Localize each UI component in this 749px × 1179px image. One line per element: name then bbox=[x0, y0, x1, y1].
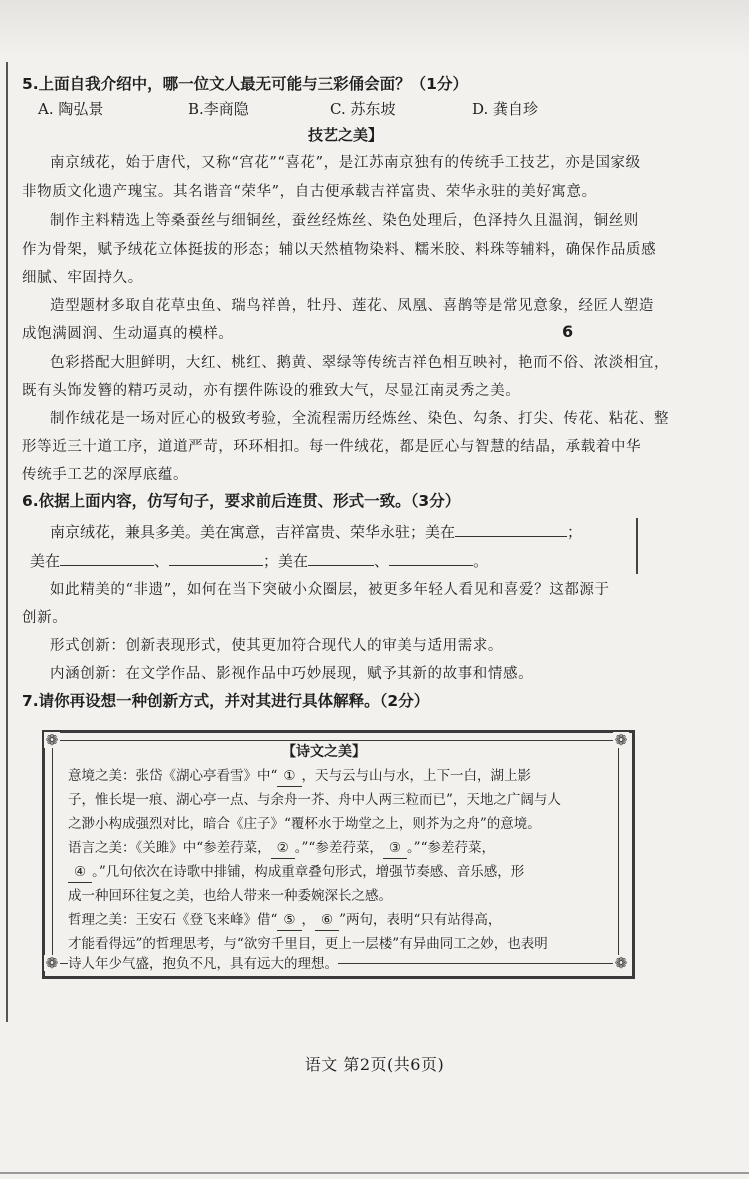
answer-blank-3[interactable] bbox=[169, 551, 263, 566]
poem-text: 意境之美：张岱《湖心亭看雪》中“ bbox=[68, 768, 278, 784]
question-5: 5.上面自我介绍中，哪一位文人最无可能与三彩俑会面？（1分） bbox=[22, 75, 468, 93]
blank-3[interactable]: ③ bbox=[383, 838, 407, 859]
q6-after-l2: 创新。 bbox=[22, 610, 68, 626]
option-d: D. 龚自珍 bbox=[472, 100, 539, 118]
form-innovation: 形式创新：创新表现形式，使其更加符合现代人的审美与适用需求。 bbox=[50, 638, 503, 654]
question-6: 6.依据上面内容，仿写句子，要求前后连贯、形式一致。（3分） bbox=[22, 492, 461, 510]
skill-p5-l1: 制作绒花是一场对匠心的极致考验，全流程需历经炼丝、染色、勾条、打尖、传花、粘花、整 bbox=[50, 411, 670, 427]
q6-prompt-text: 南京绒花，兼具多美。美在寓意，吉祥富贵、荣华永驻；美在 bbox=[50, 523, 456, 541]
skill-p5-l3: 传统手工艺的深厚底蕴。 bbox=[22, 467, 189, 483]
page-footer: 语文 第2页(共6页) bbox=[304, 1055, 445, 1074]
skill-p5-l2: 形等近三十道工序，道道严苛，环环相扣。每一件绒花，都是匠心与智慧的结晶，承载着中华 bbox=[22, 439, 642, 455]
q6-mei-zai-1: 美在 bbox=[30, 552, 61, 570]
skill-p3-l2: 成饱满圆润、生动逼真的模样。 bbox=[22, 326, 234, 342]
blank-6[interactable]: ⑥ bbox=[315, 910, 339, 931]
skill-p1-l2: 非物质文化遗产瑰宝。其名谐音“荣华”，自古便承载吉祥富贵、荣华永驻的美好寓意。 bbox=[22, 184, 597, 200]
corner-ornament-icon: ❁ bbox=[614, 731, 628, 749]
q6-mei-zai-2: ；美在 bbox=[263, 552, 309, 570]
option-a: A. 陶弘景 bbox=[38, 100, 104, 118]
poem-text: 语言之美：《关雎》中“参差荇菜， bbox=[68, 840, 271, 856]
section-title-skill: 技艺之美】 bbox=[308, 126, 384, 144]
scan-shadow bbox=[0, 0, 749, 58]
corner-ornament-icon: ❁ bbox=[614, 954, 628, 972]
option-b: B.李商隐 bbox=[188, 100, 249, 118]
answer-blank-5[interactable] bbox=[389, 551, 473, 566]
poem-line-3: 之渺小构成强烈对比，暗合《庄子》“覆杯水于坳堂之上，则芥为之舟”的意境。 bbox=[68, 816, 541, 832]
skill-p3-l1: 造型题材多取自花草虫鱼、瑞鸟祥兽，牡丹、莲花、凤凰、喜鹊等是常见意象，经匠人塑造 bbox=[50, 298, 654, 314]
q6-sentence-line1 bbox=[50, 522, 582, 542]
poem-line-8: 才能看得远”的哲理思考，与“欲穷千里目，更上一层楼”有异曲同工之妙，也表明 bbox=[68, 936, 548, 952]
poem-text: ”两句，表明“只有站得高， bbox=[339, 912, 502, 928]
poem-line-2: 子，惟长堤一痕、湖心亭一点、与余舟一芥、舟中人两三粒而已”，天地之广阔与人 bbox=[68, 792, 561, 808]
skill-p4-l2: 既有头饰发簪的精巧灵动，亦有摆件陈设的雅致大气，尽显江南灵秀之美。 bbox=[22, 383, 521, 399]
question-7: 7.请你再设想一种创新方式，并对其进行具体解释。（2分） bbox=[22, 692, 430, 710]
poem-line-7 bbox=[68, 910, 501, 931]
poem-line-4 bbox=[68, 838, 495, 859]
scan-edge-line bbox=[0, 1172, 749, 1174]
poem-text: 。”“参差荇菜， bbox=[406, 840, 495, 856]
answer-blank-1[interactable] bbox=[455, 522, 567, 537]
poem-line-1 bbox=[68, 766, 531, 787]
poem-section-title: 【诗文之美】 bbox=[282, 744, 366, 760]
blank-2[interactable]: ② bbox=[271, 838, 295, 859]
margin-bracket bbox=[636, 518, 638, 574]
content-innovation: 内涵创新：在文学作品、影视作品中巧妙展现，赋予其新的故事和情感。 bbox=[50, 666, 534, 682]
blank-4[interactable]: ④ bbox=[68, 862, 92, 883]
stray-number: 6 bbox=[562, 322, 574, 341]
q6-sentence-line2: 美在 、 ；美在 、 。 bbox=[30, 552, 489, 570]
skill-p2-l2: 作为骨架，赋予绒花立体挺拔的形态；辅以天然植物染料、糯米胶、料珠等辅料，确保作品质感 bbox=[22, 242, 657, 258]
binding-line bbox=[6, 62, 8, 1022]
skill-p2-l3: 细腻、牢固持久。 bbox=[22, 270, 143, 286]
answer-blank-4[interactable] bbox=[308, 551, 374, 566]
poem-text: ，天与云与山与水，上下一白，湖上影 bbox=[301, 768, 532, 784]
poem-line-6: 成一种回环往复之美，也给人带来一种委婉深长之感。 bbox=[68, 888, 392, 904]
blank-1[interactable]: ① bbox=[277, 766, 301, 787]
poem-text: 哲理之美：王安石《登飞来峰》借“ bbox=[68, 912, 278, 928]
q6-period: 。 bbox=[473, 552, 489, 570]
poem-line-5 bbox=[68, 862, 524, 883]
corner-ornament-icon: ❁ bbox=[45, 731, 59, 749]
skill-p4-l1: 色彩搭配大胆鲜明，大红、桃红、鹅黄、翠绿等传统吉祥色相互映衬，艳而不俗、浓淡相宜， bbox=[50, 355, 670, 371]
q6-after-l1: 如此精美的“非遗”，如何在当下突破小众圈层，被更多年轻人看见和喜爱？这都源于 bbox=[50, 582, 610, 598]
answer-blank-2[interactable] bbox=[60, 551, 154, 566]
corner-ornament-icon: ❁ bbox=[45, 954, 59, 972]
poem-text: 。”“参差荇菜， bbox=[294, 840, 383, 856]
blank-5[interactable]: ⑤ bbox=[277, 910, 301, 931]
poem-line-9: 诗人年少气盛，抱负不凡，具有远大的理想。 bbox=[68, 956, 338, 972]
poem-text: ， bbox=[301, 912, 316, 928]
option-c: C. 苏东坡 bbox=[330, 100, 396, 118]
poem-text: 。”几句依次在诗歌中排铺，构成重章叠句形式，增强节奏感、音乐感，形 bbox=[92, 864, 525, 880]
skill-p1-l1: 南京绒花，始于唐代，又称“宫花”“喜花”，是江苏南京独有的传统手工技艺，亦是国家级 bbox=[50, 155, 641, 171]
q6-semicolon: ； bbox=[567, 523, 583, 541]
skill-p2-l1: 制作主料精选上等桑蚕丝与细铜丝，蚕丝经炼丝、染色处理后，色泽持久且温润，铜丝则 bbox=[50, 213, 639, 229]
